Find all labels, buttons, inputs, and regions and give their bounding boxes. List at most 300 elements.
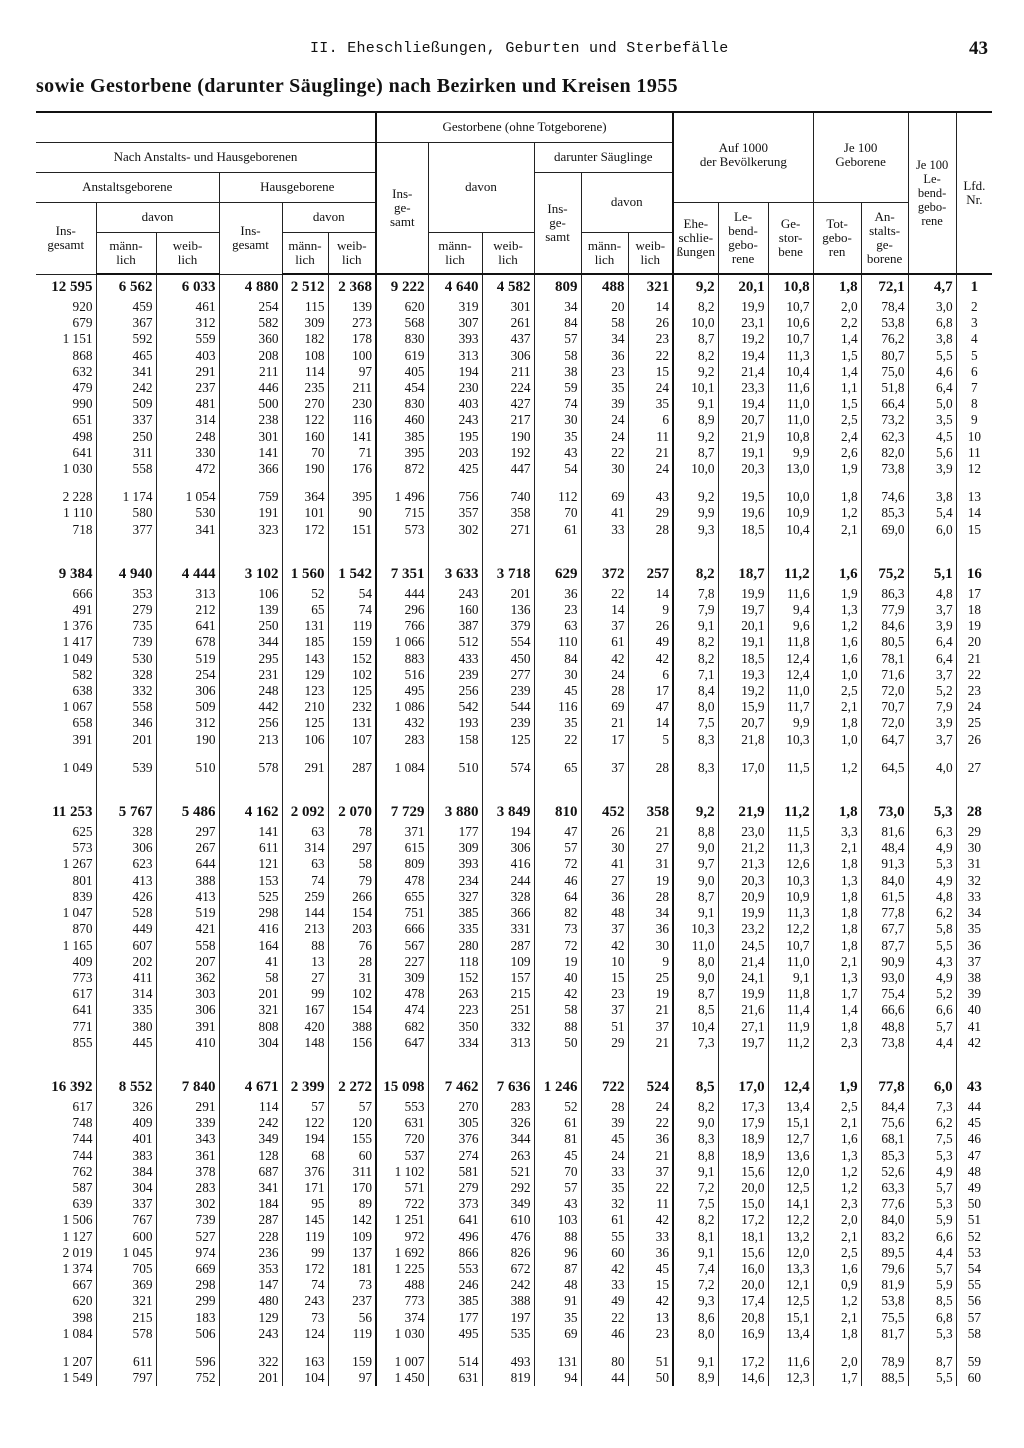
- table-cell: 14: [628, 586, 673, 602]
- table-cell: 78,4: [861, 299, 908, 315]
- table-row: [36, 667, 992, 683]
- table-cell: 3 718: [482, 562, 534, 586]
- table-cell: 416: [219, 921, 282, 937]
- table-cell: 558: [156, 938, 219, 954]
- table-cell: 1,2: [813, 505, 861, 521]
- table-cell: 23: [581, 986, 628, 1002]
- table-cell: 1 246: [534, 1075, 581, 1099]
- table-cell: 537: [376, 1148, 428, 1164]
- table-cell: 106: [219, 586, 282, 602]
- table-cell: 19,3: [718, 667, 768, 683]
- table-cell: 8,3: [673, 1131, 718, 1147]
- table-cell: 306: [482, 348, 534, 364]
- table-cell: 3,9: [908, 618, 956, 634]
- district-total-row: [36, 562, 992, 586]
- table-cell: 12,6: [768, 856, 813, 872]
- table-cell: 193: [428, 715, 482, 731]
- spacer-cell: [908, 538, 956, 562]
- table-cell: 766: [376, 618, 428, 634]
- table-cell: 301: [482, 299, 534, 315]
- table-cell: 535: [482, 1326, 534, 1342]
- table-cell: 1 225: [376, 1261, 428, 1277]
- header-anstalt-davon: davon: [96, 202, 219, 232]
- table-cell: 58: [219, 970, 282, 986]
- spacer-cell: [282, 776, 328, 800]
- table-cell: 19,9: [718, 905, 768, 921]
- header-anstalt-maennlich: männ- lich: [96, 232, 156, 274]
- table-cell: 525: [219, 889, 282, 905]
- table-cell: 666: [72, 585, 93, 601]
- table-cell: 73,2: [861, 412, 908, 428]
- table-cell: 5,7: [908, 1180, 956, 1196]
- table-cell: 274: [428, 1148, 482, 1164]
- table-row: [36, 505, 992, 521]
- table-cell: 4,9: [908, 873, 956, 889]
- table-cell: 460: [376, 412, 428, 428]
- table-cell: 767: [96, 1212, 156, 1228]
- table-cell: 18,5: [718, 651, 768, 667]
- table-cell: 328: [482, 889, 534, 905]
- table-cell: 102: [328, 986, 376, 1002]
- table-cell: 387: [428, 618, 482, 634]
- table-cell: 379: [482, 618, 534, 634]
- table-cell: 51: [581, 1019, 628, 1035]
- table-cell: 313: [156, 586, 219, 602]
- table-cell: 11,7: [768, 699, 813, 715]
- table-cell: 101: [282, 505, 328, 521]
- table-row: [36, 1164, 992, 1180]
- spacer-cell: [581, 748, 628, 760]
- table-row: [36, 396, 992, 412]
- table-cell: 41: [219, 954, 282, 970]
- row-number-cell: 33: [956, 889, 992, 905]
- table-cell: 80,7: [861, 348, 908, 364]
- table-cell: 131: [534, 1354, 581, 1370]
- table-cell: 19,9: [718, 299, 768, 315]
- table-cell: 15,6: [718, 1245, 768, 1261]
- table-cell: 2,5: [813, 412, 861, 428]
- table-cell: 476: [482, 1229, 534, 1245]
- table-cell: 744: [72, 1131, 93, 1147]
- row-number-cell: 46: [956, 1131, 992, 1147]
- table-cell: 159: [328, 1354, 376, 1370]
- table-cell: 4 444: [156, 562, 219, 586]
- row-number-cell: 50: [956, 1196, 992, 1212]
- table-cell: 6 562: [96, 274, 156, 299]
- table-cell: 715: [376, 505, 428, 521]
- table-cell: 2,3: [813, 1035, 861, 1051]
- table-cell: 66,4: [861, 396, 908, 412]
- table-cell: 202: [96, 954, 156, 970]
- table-cell: 2 019: [62, 1244, 93, 1260]
- table-cell: 52,6: [861, 1164, 908, 1180]
- spacer-cell: [718, 776, 768, 800]
- table-cell: 11,3: [768, 348, 813, 364]
- table-cell: 42: [628, 651, 673, 667]
- table-cell: 20,7: [718, 715, 768, 731]
- table-cell: 84,0: [861, 873, 908, 889]
- table-cell: 171: [282, 1180, 328, 1196]
- table-cell: 2,1: [813, 1229, 861, 1245]
- spacer-cell: [718, 1342, 768, 1354]
- table-cell: 9: [628, 602, 673, 618]
- table-row: [36, 1354, 992, 1370]
- table-cell: 655: [376, 889, 428, 905]
- spacer-cell: [376, 1051, 428, 1075]
- table-cell: 480: [219, 1293, 282, 1309]
- table-cell: 14: [628, 715, 673, 731]
- table-cell: 19,4: [718, 348, 768, 364]
- table-cell: 41: [581, 856, 628, 872]
- table-cell: 393: [428, 856, 482, 872]
- table-row: [36, 412, 992, 428]
- table-cell: 68,1: [861, 1131, 908, 1147]
- row-number-cell: 6: [956, 364, 992, 380]
- table-cell: 125: [328, 683, 376, 699]
- spacer-cell: [534, 776, 581, 800]
- table-cell: 63: [534, 618, 581, 634]
- table-row: [36, 699, 992, 715]
- table-cell: 331: [482, 921, 534, 937]
- table-cell: 261: [482, 315, 534, 331]
- table-cell: 1 054: [156, 489, 219, 505]
- table-cell: 1,7: [813, 986, 861, 1002]
- table-cell: 413: [96, 873, 156, 889]
- row-number-cell: 17: [956, 586, 992, 602]
- table-cell: 808: [219, 1019, 282, 1035]
- table-cell: 87: [534, 1261, 581, 1277]
- table-cell: 4 880: [219, 274, 282, 299]
- table-cell: 270: [428, 1099, 482, 1115]
- table-cell: 496: [428, 1229, 482, 1245]
- table-cell: 35: [581, 380, 628, 396]
- spacer-cell: [36, 477, 96, 489]
- spacer-cell: [428, 1342, 482, 1354]
- table-cell: 21,2: [718, 840, 768, 856]
- table-cell: 11 253: [52, 803, 93, 820]
- table-cell: 45: [534, 1148, 581, 1164]
- row-number-cell: 41: [956, 1019, 992, 1035]
- table-cell: 8,0: [673, 1326, 718, 1342]
- table-cell: 263: [428, 986, 482, 1002]
- table-cell: 1 174: [96, 489, 156, 505]
- table-cell: 263: [482, 1148, 534, 1164]
- table-cell: 109: [482, 954, 534, 970]
- table-cell: 75,4: [861, 986, 908, 1002]
- table-cell: 385: [376, 429, 428, 445]
- table-cell: 596: [156, 1354, 219, 1370]
- table-cell: 254: [219, 299, 282, 315]
- table-cell: 17,3: [718, 1099, 768, 1115]
- table-cell: 0,9: [813, 1277, 861, 1293]
- table-cell: 1,6: [813, 1261, 861, 1277]
- table-cell: 17: [581, 732, 628, 748]
- table-cell: 8,4: [673, 683, 718, 699]
- header-nach-geborenen: Nach Anstalts- und Hausgeborenen: [36, 142, 376, 172]
- spacer-cell: [534, 477, 581, 489]
- spacer-cell: [96, 538, 156, 562]
- table-cell: 230: [328, 396, 376, 412]
- table-cell: 558: [96, 461, 156, 477]
- table-cell: 314: [282, 840, 328, 856]
- table-cell: 72: [534, 938, 581, 954]
- table-cell: 553: [428, 1261, 482, 1277]
- table-cell: 10: [581, 954, 628, 970]
- header-hausgeborene: Hausgeborene: [219, 172, 376, 202]
- table-cell: 5,5: [908, 938, 956, 954]
- table-cell: 11,3: [768, 840, 813, 856]
- table-cell: 73: [328, 1277, 376, 1293]
- table-row: [36, 445, 992, 461]
- table-cell: 47: [628, 699, 673, 715]
- table-cell: 112: [534, 489, 581, 505]
- spacer-cell: [96, 1342, 156, 1354]
- table-cell: 1,8: [813, 1326, 861, 1342]
- table-cell: 644: [156, 856, 219, 872]
- spacer-cell: [328, 748, 376, 760]
- table-cell: 2,5: [813, 683, 861, 699]
- table-cell: 3 633: [428, 562, 482, 586]
- table-cell: 7,5: [673, 1196, 718, 1212]
- table-row: [36, 683, 992, 699]
- table-cell: 239: [482, 715, 534, 731]
- table-cell: 291: [282, 760, 328, 776]
- table-cell: 9,9: [768, 715, 813, 731]
- table-cell: 295: [219, 651, 282, 667]
- table-cell: 236: [219, 1245, 282, 1261]
- table-cell: 21: [581, 715, 628, 731]
- spacer-cell: [96, 1051, 156, 1075]
- table-cell: 50: [628, 1370, 673, 1386]
- table-cell: 67,7: [861, 921, 908, 937]
- table-cell: 391: [72, 731, 93, 747]
- spacer-cell: [96, 748, 156, 760]
- table-cell: 154: [328, 905, 376, 921]
- table-cell: 1 692: [376, 1245, 428, 1261]
- table-cell: 5,5: [908, 348, 956, 364]
- table-cell: 292: [482, 1180, 534, 1196]
- spacer-cell: [718, 477, 768, 489]
- table-cell: 411: [96, 970, 156, 986]
- table-cell: 42: [628, 1293, 673, 1309]
- table-cell: 306: [156, 1002, 219, 1018]
- table-cell: 20,1: [718, 274, 768, 299]
- table-row: [36, 522, 992, 538]
- table-cell: 45: [628, 1261, 673, 1277]
- table-cell: 495: [376, 683, 428, 699]
- table-cell: 230: [428, 380, 482, 396]
- table-cell: 81,9: [861, 1277, 908, 1293]
- table-cell: 1 376: [62, 618, 93, 634]
- table-cell: 8,2: [673, 299, 718, 315]
- table-cell: 120: [328, 1115, 376, 1131]
- spacer-cell: [156, 477, 219, 489]
- table-cell: 7,9: [673, 602, 718, 618]
- table-cell: 13: [282, 954, 328, 970]
- table-cell: 9,1: [673, 1354, 718, 1370]
- table-cell: 26: [628, 618, 673, 634]
- table-cell: 6,4: [908, 634, 956, 650]
- table-cell: 19,5: [718, 489, 768, 505]
- row-number-cell: 21: [956, 651, 992, 667]
- table-cell: 35: [581, 1180, 628, 1196]
- table-cell: 4,5: [908, 429, 956, 445]
- table-row: [36, 634, 992, 650]
- table-cell: 682: [376, 1019, 428, 1035]
- spacer-cell: [376, 477, 428, 489]
- table-cell: 152: [328, 651, 376, 667]
- table-row: [36, 873, 992, 889]
- spacer-row: [36, 538, 992, 562]
- table-cell: 194: [428, 364, 482, 380]
- table-cell: 641: [72, 1002, 93, 1018]
- table-cell: 313: [428, 348, 482, 364]
- table-cell: 103: [534, 1212, 581, 1228]
- table-cell: 5,3: [908, 1148, 956, 1164]
- table-cell: 679: [72, 315, 93, 331]
- table-cell: 735: [96, 618, 156, 634]
- row-number-cell: 8: [956, 396, 992, 412]
- spacer-cell: [673, 538, 718, 562]
- table-cell: 18,9: [718, 1148, 768, 1164]
- table-row: [36, 1148, 992, 1164]
- table-cell: 762: [72, 1163, 93, 1179]
- table-cell: 4,9: [908, 840, 956, 856]
- table-cell: 10,9: [768, 505, 813, 521]
- table-cell: 243: [282, 1293, 328, 1309]
- table-cell: 71: [328, 445, 376, 461]
- table-cell: 12,0: [768, 1164, 813, 1180]
- row-number-cell: 13: [956, 489, 992, 505]
- table-cell: 4,4: [908, 1035, 956, 1051]
- table-cell: 607: [96, 938, 156, 954]
- table-cell: 46: [534, 873, 581, 889]
- table-cell: 19,2: [718, 683, 768, 699]
- table-row: [36, 715, 992, 731]
- spacer-cell: [282, 477, 328, 489]
- table-cell: 77,9: [861, 602, 908, 618]
- table-cell: 739: [96, 634, 156, 650]
- table-cell: 62,3: [861, 429, 908, 445]
- table-cell: 1,8: [813, 889, 861, 905]
- table-cell: 478: [376, 873, 428, 889]
- table-cell: 37: [581, 760, 628, 776]
- table-cell: 373: [428, 1196, 482, 1212]
- spacer-cell: [628, 1342, 673, 1354]
- table-cell: 9: [628, 954, 673, 970]
- header-haus-davon: davon: [282, 202, 376, 232]
- table-cell: 22: [581, 586, 628, 602]
- table-cell: 36: [581, 889, 628, 905]
- table-cell: 37: [581, 1002, 628, 1018]
- row-number-cell: 14: [956, 505, 992, 521]
- table-cell: 1,5: [813, 348, 861, 364]
- table-cell: 756: [428, 489, 482, 505]
- spacer-cell: [673, 1051, 718, 1075]
- table-cell: 81: [534, 1131, 581, 1147]
- spacer-cell: [534, 748, 581, 760]
- table-cell: 582: [219, 315, 282, 331]
- table-cell: 211: [482, 364, 534, 380]
- table-cell: 7,1: [673, 667, 718, 683]
- table-cell: 974: [156, 1245, 219, 1261]
- row-number-cell: 12: [956, 461, 992, 477]
- table-cell: 194: [482, 824, 534, 840]
- table-cell: 9,3: [673, 522, 718, 538]
- table-cell: 227: [376, 954, 428, 970]
- table-row: [36, 1035, 992, 1051]
- table-cell: 210: [282, 699, 328, 715]
- table-cell: 35: [534, 715, 581, 731]
- table-cell: 385: [428, 1293, 482, 1309]
- table-cell: 20: [581, 299, 628, 315]
- table-cell: 1 560: [282, 562, 328, 586]
- spacer-cell: [219, 748, 282, 760]
- table-cell: 658: [72, 715, 93, 731]
- table-cell: 53,8: [861, 1293, 908, 1309]
- table-cell: 256: [219, 715, 282, 731]
- table-cell: 11,0: [768, 396, 813, 412]
- table-cell: 73: [534, 921, 581, 937]
- table-cell: 2 272: [328, 1075, 376, 1099]
- table-cell: 335: [96, 1002, 156, 1018]
- table-cell: 610: [482, 1212, 534, 1228]
- table-cell: 15: [628, 1277, 673, 1293]
- table-cell: 212: [156, 602, 219, 618]
- table-cell: 152: [428, 970, 482, 986]
- table-row: [36, 1229, 992, 1245]
- table-cell: 323: [219, 522, 282, 538]
- table-cell: 1,6: [813, 1131, 861, 1147]
- table-cell: 59: [534, 380, 581, 396]
- header-haus-weiblich: weib- lich: [328, 232, 376, 274]
- row-number-cell: 55: [956, 1277, 992, 1293]
- table-cell: 10,4: [768, 522, 813, 538]
- table-cell: 6,6: [908, 1229, 956, 1245]
- table-cell: 826: [482, 1245, 534, 1261]
- table-cell: 151: [328, 522, 376, 538]
- table-cell: 1,9: [813, 461, 861, 477]
- table-cell: 527: [156, 1229, 219, 1245]
- table-cell: 2,5: [813, 1245, 861, 1261]
- table-cell: 63: [282, 856, 328, 872]
- table-cell: 311: [96, 445, 156, 461]
- table-cell: 48,4: [861, 840, 908, 856]
- table-cell: 10,1: [673, 380, 718, 396]
- table-cell: 11,4: [768, 1002, 813, 1018]
- table-cell: 11,5: [768, 824, 813, 840]
- table-cell: 287: [328, 760, 376, 776]
- table-cell: 7,3: [908, 1099, 956, 1115]
- table-cell: 3,5: [908, 412, 956, 428]
- table-cell: 1,3: [813, 970, 861, 986]
- table-cell: 343: [156, 1131, 219, 1147]
- table-cell: 84: [534, 315, 581, 331]
- row-number-cell: 45: [956, 1115, 992, 1131]
- table-cell: 116: [534, 699, 581, 715]
- table-cell: 19,1: [718, 445, 768, 461]
- table-cell: 12,2: [768, 1212, 813, 1228]
- spacer-cell: [908, 1051, 956, 1075]
- table-cell: 74: [282, 873, 328, 889]
- table-cell: 45: [534, 683, 581, 699]
- table-cell: 11,0: [673, 938, 718, 954]
- table-cell: 79,6: [861, 1261, 908, 1277]
- table-cell: 76: [328, 938, 376, 954]
- table-cell: 283: [156, 1180, 219, 1196]
- table-cell: 97: [328, 364, 376, 380]
- table-cell: 301: [219, 429, 282, 445]
